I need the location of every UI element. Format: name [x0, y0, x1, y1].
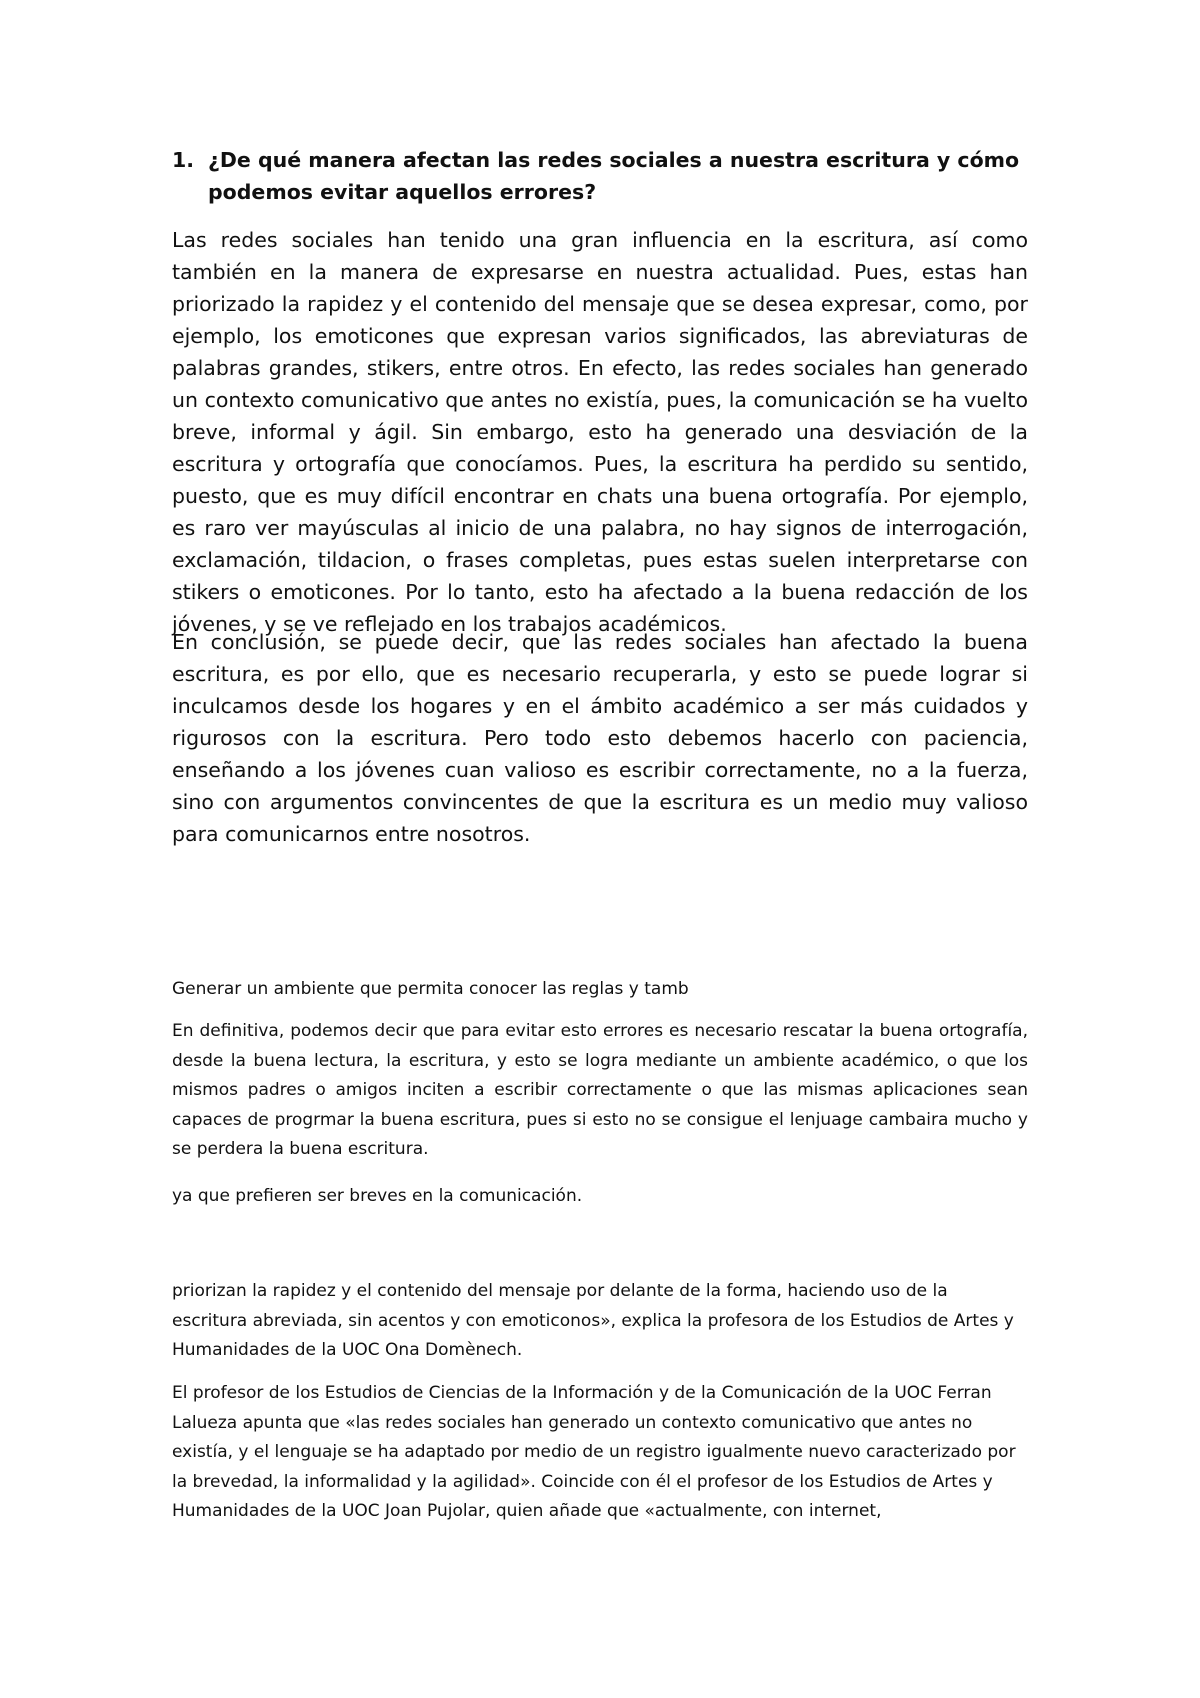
- question-heading: [172, 144, 1028, 208]
- note-paragraph-5: El profesor de los Estudios de Ciencias de la Información y de la Comunicación de la UOC Ferran Lalueza apunta que «las redes sociales han generado un contexto comunicativo que antes no existía, y el lenguaje se ha adaptado por medio de un registro igualmente nuevo caracterizado por la brevedad, la informalidad y la agilidad». Coincide con él el profesor de los Estudios de Artes y Humanidades de la UOC Joan Pujolar, quien añade que «actualmente, con internet,: [172, 1383, 1016, 1521]
- question-text: ¿De qué manera afectan las redes sociales a nuestra escritura y cómo podemos evitar aquellos errores?: [208, 148, 1020, 204]
- question-number: 1.: [172, 148, 195, 172]
- answer-paragraph-2: En conclusión, se puede decir, que las redes sociales han afectado la buena escritura, es por ello, que es necesario recuperarla, y esto se puede lograr si inculcamos desde los hogares y en el ámbito académico a ser más cuidados y rigurosos con la escritura. Pero todo esto debemos hacerlo con paciencia, enseñando a los jóvenes cuan valioso es escribir correctamente, no a la fuerza, sino con argumentos convincentes de que la escritura es un medio muy valioso para comunicarnos entre nosotros.: [172, 630, 1028, 846]
- note-line-1: Generar un ambiente que permita conocer las reglas y tamb: [172, 979, 689, 999]
- note-paragraph-2: En definitiva, podemos decir que para evitar esto errores es necesario rescatar la buena ortografía, desde la buena lectura, la escritura, y esto se logra mediante un ambiente académico, o que los mismos padres o amigos inciten a escribir correctamente o que las mismas aplicaciones sean capaces de progrmar la buena escritura, pues si esto no se consigue el lenjuage cambaira mucho y se perdera la buena escritura.: [172, 1021, 1028, 1159]
- note-paragraph-4: priorizan la rapidez y el contenido del mensaje por delante de la forma, haciendo uso de la escritura abreviada, sin acentos y con emoticonos», explica la profesora de los Estudios de Artes y Humanidades de la UOC Ona Domènech.: [172, 1281, 1014, 1360]
- note-line-3: ya que prefieren ser breves en la comunicación.: [172, 1186, 583, 1206]
- answer-paragraph-1: Las redes sociales han tenido una gran influencia en la escritura, así como también en la manera de expresarse en nuestra actualidad. Pues, estas han priorizado la rapidez y el contenido del mensaje que se desea expresar, como, por ejemplo, los emoticones que expresan varios significados, las abreviaturas de palabras grandes, stikers, entre otros. En efecto, las redes sociales han generado un contexto comunicativo que antes no existía, pues, la comunicación se ha vuelto breve, informal y ágil. Sin embargo, esto ha generado una desviación de la escritura y ortografía que conocíamos. Pues, la escritura ha perdido su sentido, puesto, que es muy difícil encontrar en chats una buena ortografía. Por ejemplo, es raro ver mayúsculas al inicio de una palabra, no hay signos de interrogación, exclamación, tildacion, o frases completas, pues estas suelen interpretarse con stikers o emoticones. Por lo tanto, esto ha afectado a la buena redacción de los jóvenes, y se ve reflejado en los trabajos académicos.: [172, 228, 1028, 636]
